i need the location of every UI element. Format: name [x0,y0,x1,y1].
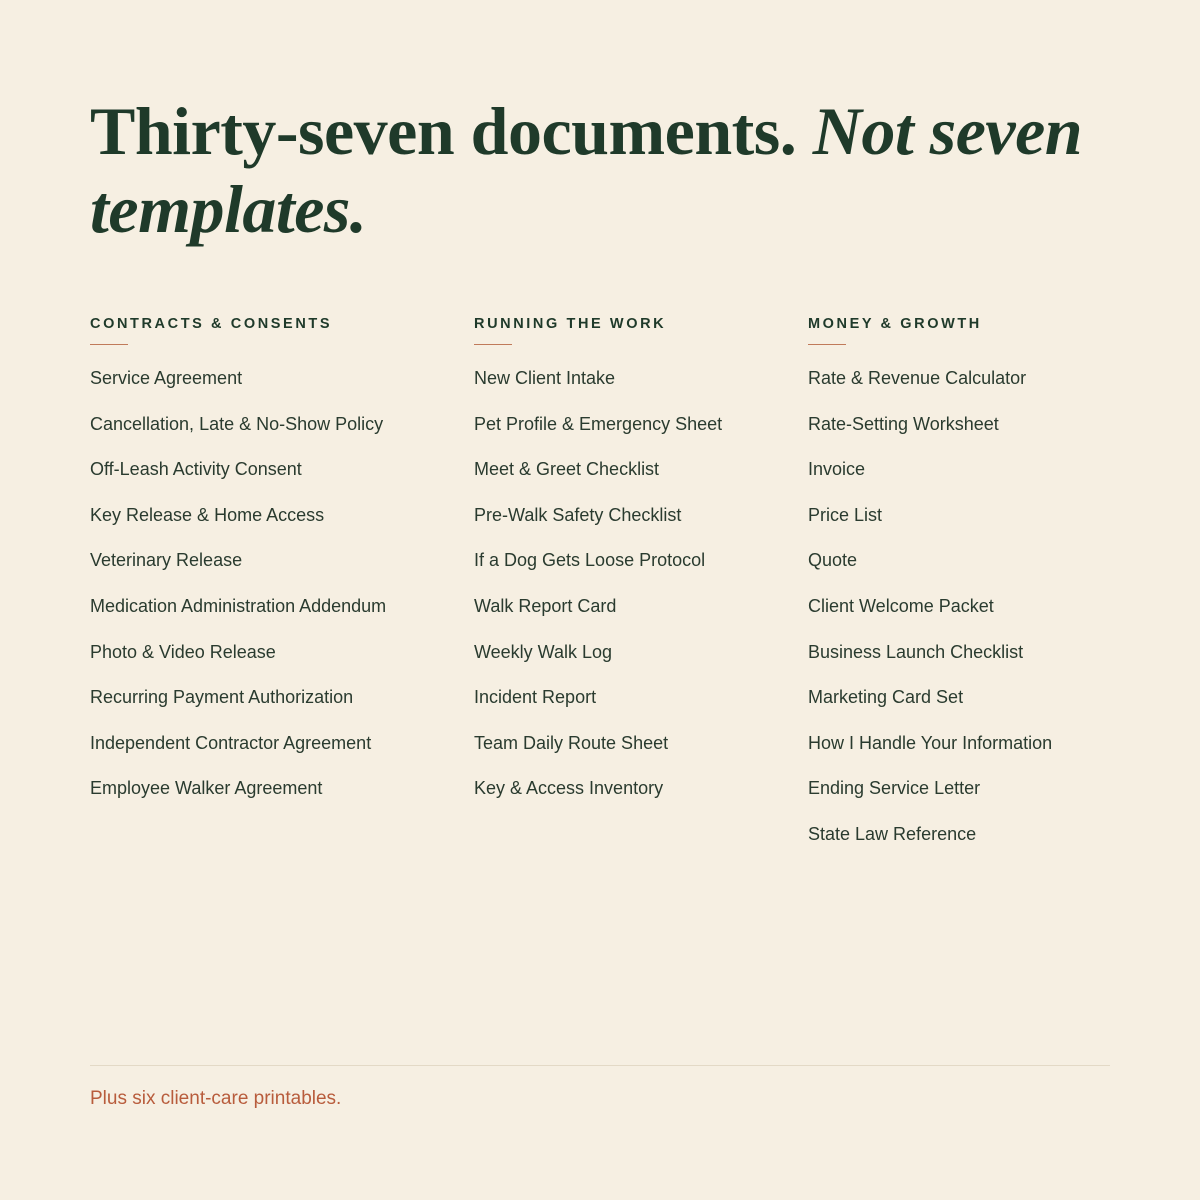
list-item: Service Agreement [90,368,243,388]
list-item: Photo & Video Release [90,641,276,662]
list-item: Pet Profile & Emergency Sheet [474,413,723,434]
column-running-the-work [474,314,794,823]
column-heading: RUNNING THE WORK [474,316,667,332]
list-item: Price List [808,504,883,525]
list-item: Pre-Walk Safety Checklist [474,504,682,525]
list-item: Cancellation, Late & No-Show Policy [90,413,384,434]
list-item: Meet & Greet Checklist [474,459,660,480]
heading-accent-rule [474,344,512,345]
document-list [90,367,460,823]
heading-accent-rule [90,344,128,345]
list-item: Veterinary Release [90,550,243,571]
headline-plain: Thirty-seven documents. [90,93,813,169]
footer-note: Plus six client-care printables. [90,1088,342,1109]
list-item: Rate & Revenue Calculator [808,368,1027,388]
column-money-growth [808,314,1118,869]
list-item: Employee Walker Agreement [90,778,323,799]
headline-italic: Not seven templates. [90,93,1083,247]
list-item: State Law Reference [808,823,977,844]
list-item: Key & Access Inventory [474,778,664,799]
document-list [474,367,794,823]
list-item: Ending Service Letter [808,778,981,799]
list-item: Off-Leash Activity Consent [90,459,302,480]
list-item: Marketing Card Set [808,687,964,708]
list-item: Medication Administration Addendum [90,595,387,616]
heading-accent-rule [808,344,846,345]
list-item: Independent Contractor Agreement [90,732,372,753]
column-contracts-consents [90,314,460,823]
list-item: Team Daily Route Sheet [474,732,669,753]
list-item: Incident Report [474,687,597,708]
list-item: Client Welcome Packet [808,595,994,616]
list-item: New Client Intake [474,368,616,388]
column-heading: MONEY & GROWTH [808,316,982,332]
column-heading: CONTRACTS & CONSENTS [90,316,333,332]
list-item: Invoice [808,459,866,480]
footer-divider [90,1065,1110,1066]
list-item: Weekly Walk Log [474,641,613,662]
document-list [808,367,1118,869]
page-headline [90,92,1120,248]
list-item: Rate-Setting Worksheet [808,413,999,434]
list-item: Walk Report Card [474,595,617,616]
list-item: If a Dog Gets Loose Protocol [474,550,706,571]
list-item: Quote [808,550,858,571]
list-item: Key Release & Home Access [90,504,325,525]
list-item: Recurring Payment Authorization [90,687,354,708]
list-item: Business Launch Checklist [808,641,1024,662]
list-item: How I Handle Your Information [808,732,1053,753]
